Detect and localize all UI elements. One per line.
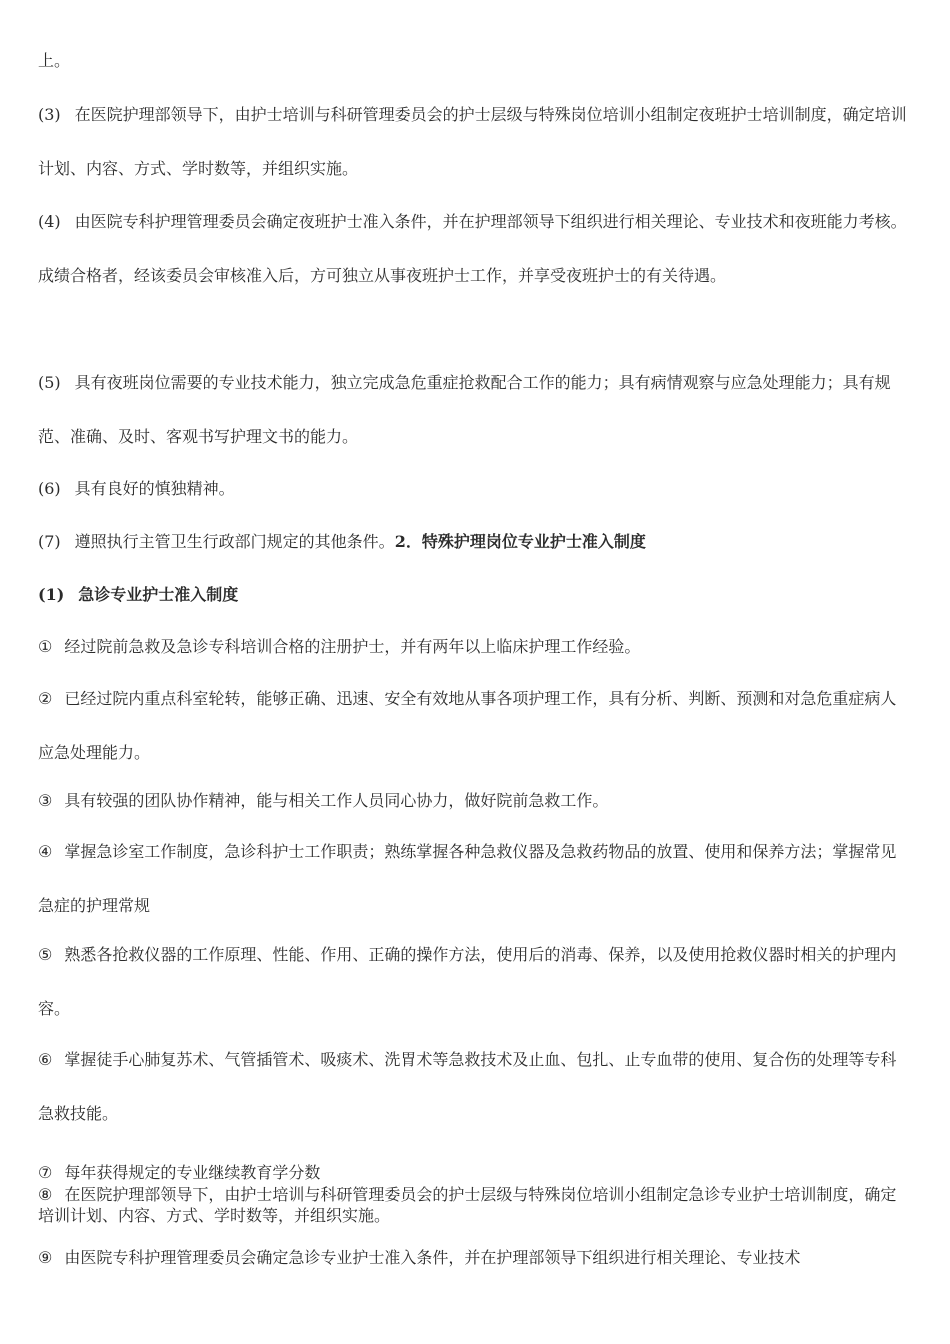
item-number: ⑤ — [38, 945, 53, 964]
item-number: (6) — [38, 479, 61, 498]
paragraph-item-6 — [38, 462, 910, 516]
list-item-text: 掌握徒手心肺复苏术、气管插管术、吸痰术、洗胃术等急救技术及止血、包扎、止专血带的使用、复合伤的处理等专科急救技能。 — [38, 1050, 897, 1123]
paragraph-item-4 — [38, 195, 910, 303]
list-item-9 — [38, 1231, 910, 1285]
paragraph-item-5 — [38, 356, 910, 464]
item-number: (7) — [38, 532, 61, 551]
item-number: ⑥ — [38, 1050, 53, 1069]
list-item-6 — [38, 1033, 910, 1141]
list-item-1 — [38, 620, 910, 674]
paragraph-text: 上。 — [38, 51, 71, 70]
list-item-text: 在医院护理部领导下，由护士培训与科研管理委员会的护士层级与特殊岗位培训小组制定急诊专业护士培训制度，确定培训计划、内容、方式、学时数等，并组织实施。 — [38, 1185, 897, 1225]
subsection-heading — [38, 568, 910, 622]
item-number: (1) — [38, 585, 65, 604]
list-item-text: 每年获得规定的专业继续教育学分数 — [64, 1163, 321, 1182]
list-item-text: 熟悉各抢救仪器的工作原理、性能、作用、正确的操作方法，使用后的消毒、保养，以及使用抢救仪器时相关的护理内容。 — [38, 945, 897, 1018]
item-number: ① — [38, 637, 53, 656]
list-item-3 — [38, 774, 910, 828]
list-item-text: 已经过院内重点科室轮转，能够正确、迅速、安全有效地从事各项护理工作，具有分析、判断、预测和对急危重症病人应急处理能力。 — [38, 689, 897, 762]
list-item-5 — [38, 928, 910, 1036]
paragraph-text: 在医院护理部领导下，由护士培训与科研管理委员会的护士层级与特殊岗位培训小组制定夜班护士培训制度，确定培训计划、内容、方式、学时数等，并组织实施。 — [38, 105, 907, 178]
item-number: ② — [38, 689, 53, 708]
section-heading: 2．特殊护理岗位专业护士准入制度 — [394, 532, 646, 551]
list-item-text: 由医院专科护理管理委员会确定急诊专业护士准入条件，并在护理部领导下组织进行相关理论、专业技术 — [64, 1248, 801, 1267]
paragraph-text: 具有夜班岗位需要的专业技术能力，独立完成急危重症抢救配合工作的能力；具有病情观察与应急处理能力；具有规范、准确、及时、客观书写护理文书的能力。 — [38, 373, 891, 446]
list-item-2 — [38, 672, 910, 780]
paragraph-item-7 — [38, 515, 910, 569]
paragraph-text: 具有良好的慎独精神。 — [74, 479, 235, 498]
item-number: ⑧ — [38, 1185, 53, 1204]
list-item-7 — [38, 1162, 910, 1183]
paragraph-continuation — [38, 34, 910, 88]
paragraph-text: 遵照执行主管卫生行政部门规定的其他条件。 — [74, 532, 395, 551]
item-number: (5) — [38, 373, 61, 392]
item-number: ⑦ — [38, 1163, 53, 1182]
list-item-8 — [38, 1184, 910, 1226]
list-item-text: 具有较强的团队协作精神，能与相关工作人员同心协力，做好院前急救工作。 — [64, 791, 609, 810]
item-number: ④ — [38, 842, 53, 861]
paragraph-item-3 — [38, 88, 910, 196]
item-number: (4) — [38, 212, 61, 231]
paragraph-text: 由医院专科护理管理委员会确定夜班护士准入条件，并在护理部领导下组织进行相关理论、专业技术和夜班能力考核。成绩合格者，经该委员会审核准入后，方可独立从事夜班护士工作，并享受夜班护士的有关待遇。 — [38, 212, 907, 285]
item-number: (3) — [38, 105, 61, 124]
list-item-text: 经过院前急救及急诊专科培训合格的注册护士，并有两年以上临床护理工作经验。 — [64, 637, 641, 656]
list-item-text: 掌握急诊室工作制度，急诊科护士工作职责；熟练掌握各种急救仪器及急救药物品的放置、使用和保养方法；掌握常见急症的护理常规 — [38, 842, 897, 915]
heading-text: 急诊专业护士准入制度 — [78, 585, 239, 604]
item-number: ③ — [38, 791, 53, 810]
item-number: ⑨ — [38, 1248, 53, 1267]
list-item-4 — [38, 825, 910, 933]
